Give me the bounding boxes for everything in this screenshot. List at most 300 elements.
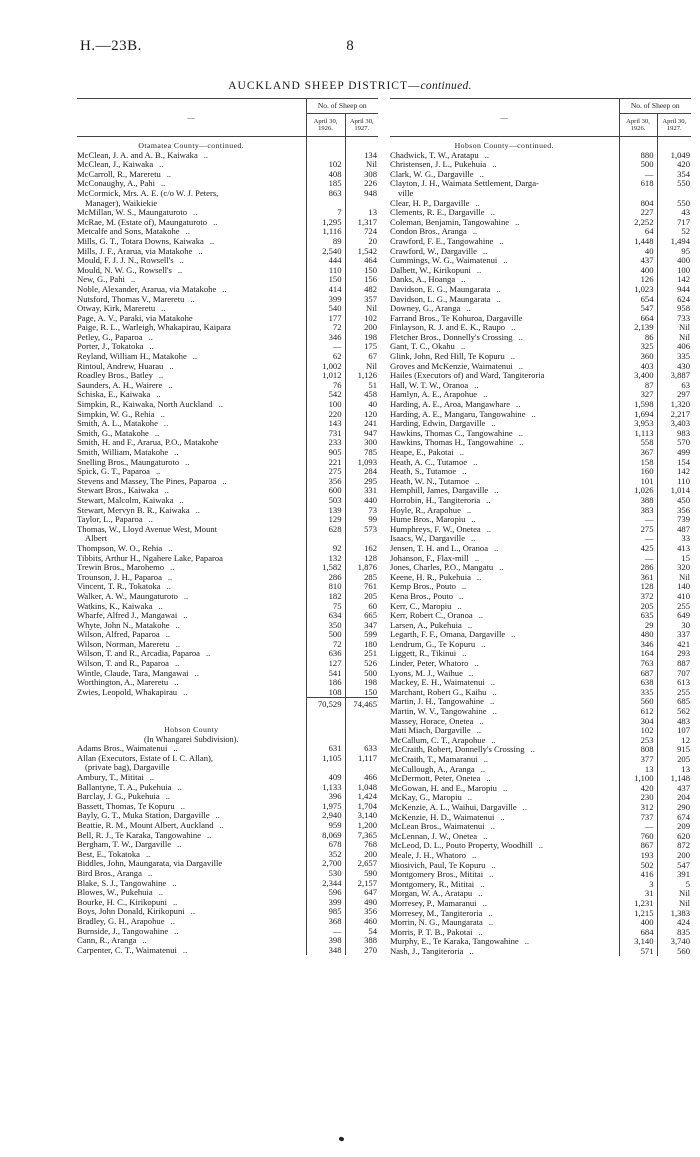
- owner-cell: [77, 936, 306, 946]
- leader-dots: ..: [164, 486, 169, 496]
- owner-name: Hawkins, Thomas H., Tangowahine: [390, 438, 514, 448]
- section-blank: [306, 137, 345, 151]
- owner-name: McClean, J., Kaiwaka: [77, 160, 154, 170]
- sheep-1926-cell: 367: [619, 448, 657, 458]
- owner-cell: [390, 745, 619, 755]
- sheep-1927-cell: 835: [677, 926, 690, 937]
- owner-name: McMillan, W. S., Maungaturoto: [77, 208, 188, 218]
- owner-cell: [390, 784, 619, 794]
- sheep-1927-cell: 685: [677, 696, 690, 707]
- owner-name: Davidson, E. G., Maungarata: [390, 284, 491, 294]
- owner-name: Morris, P. T. B., Pakotai: [390, 927, 473, 937]
- leader-dots: ..: [169, 361, 174, 371]
- owner-cell: [77, 630, 306, 640]
- owner-cell: [390, 227, 619, 237]
- total-row: [77, 698, 378, 712]
- leader-dots: ..: [492, 160, 497, 170]
- owner-name: Trounson, J. H., Paparoa: [77, 572, 162, 582]
- owner-cell: [77, 792, 306, 802]
- owner-name: Mould, N. W. G., Rowsell's: [77, 265, 172, 275]
- sheep-1926-cell: 132: [306, 554, 345, 564]
- left-col-1926: April 30, 1926.: [306, 114, 345, 137]
- owner-cell: [390, 928, 619, 938]
- sheep-1927-cell: 290: [677, 801, 690, 812]
- owner-cell: [390, 582, 619, 592]
- sheep-1926-cell: 102: [306, 160, 345, 170]
- owner-cell: [390, 486, 619, 496]
- leader-dots: ..: [213, 217, 218, 227]
- owner-name: Morresey, P., Mamaranui: [390, 898, 477, 908]
- sheep-1926-cell: 327: [619, 390, 657, 400]
- sheep-1927-cell: 30: [681, 619, 690, 630]
- sheep-1926-cell: 400: [619, 918, 657, 928]
- owner-name: Wilson, T. and R., Paparoa: [77, 659, 169, 669]
- owner-name: Barclay, J. G., Pukehuia: [77, 792, 160, 802]
- leader-dots: ..: [471, 534, 476, 544]
- owner-name: Linder, Peter, Whatoro: [390, 659, 469, 669]
- owner-name: Harding, Edwin, Dargaville: [390, 419, 486, 429]
- sheep-1927-cell: 440: [364, 494, 377, 505]
- owner-name: Blowes, W., Pukehuia: [77, 888, 153, 898]
- owner-cell: [77, 888, 306, 898]
- leader-dots: ..: [183, 591, 189, 601]
- sheep-1926-cell: 1,105: [306, 754, 345, 764]
- owner-name: Martin, W. V., Tangowahine: [390, 707, 487, 717]
- sheep-1927-cell: 205: [364, 590, 377, 601]
- sheep-1927-cell: 560: [677, 945, 690, 956]
- sheep-1927-cell: 255: [677, 600, 690, 611]
- sheep-1926-cell: 635: [619, 611, 657, 621]
- owner-name: Groves and McKenzie, Waimatenui: [390, 361, 513, 371]
- leader-dots: ..: [474, 659, 479, 669]
- leader-dots: ..: [461, 582, 467, 592]
- sheep-1927-cell: 550: [677, 197, 690, 208]
- sheep-1926-cell: 628: [306, 525, 345, 535]
- sheep-1927-cell: 674: [677, 811, 690, 822]
- sheep-1927-cell: 52: [681, 226, 690, 237]
- sheep-1926-cell: —: [619, 170, 657, 180]
- sheep-1926-cell: 233: [306, 438, 345, 448]
- table-row: [77, 946, 378, 956]
- owner-name: Wilson, Norman, Mareretu: [77, 639, 170, 649]
- owner-name: Snelling Bros., Maungaturoto: [77, 457, 180, 467]
- owner-cell: [390, 669, 619, 679]
- owner-cell: [77, 850, 306, 860]
- leader-dots: ..: [510, 352, 516, 362]
- leader-dots: ..: [149, 773, 154, 782]
- owner-cell: [77, 525, 306, 535]
- sheep-1926-cell: 346: [619, 640, 657, 650]
- owner-name: Liggett, R., Tikinui: [390, 649, 457, 659]
- sheep-1927-cell: Nil: [679, 322, 690, 333]
- owner-cell: [77, 304, 306, 314]
- sheep-1927-cell: 550: [677, 178, 690, 189]
- owner-name: Trewin Bros., Marohemo: [77, 563, 165, 573]
- leader-dots: ..: [496, 294, 501, 304]
- owner-name: Bradley, G. H., Arapohue: [77, 916, 165, 926]
- sheep-1926-cell: 409: [306, 773, 345, 783]
- leader-dots: ..: [467, 793, 473, 803]
- leader-dots: ..: [460, 342, 466, 352]
- sheep-1927-cell: 156: [364, 274, 377, 285]
- sheep-1926-cell: 127: [306, 659, 345, 669]
- sheep-1926-cell: 275: [619, 525, 657, 535]
- owner-name: Metcalfe and Sons, Matakohe: [77, 227, 180, 237]
- left-column: [77, 98, 378, 955]
- leader-dots: ..: [158, 888, 163, 898]
- sheep-1927-cell: 1,317: [357, 216, 377, 227]
- leader-dots: ..: [182, 945, 188, 955]
- owner-cell: [77, 754, 306, 764]
- sheep-1927-cell: 464: [364, 255, 377, 266]
- owner-cell: [390, 151, 619, 161]
- owner-name: Hamlyn, A. E., Arapohue: [390, 390, 478, 400]
- sheep-1926-cell: 414: [306, 285, 345, 295]
- owner-cell: [390, 333, 619, 343]
- right-col-1926: April 30, 1926.: [619, 114, 657, 137]
- owner-cell: [77, 640, 306, 650]
- sheep-1927-cell: 198: [364, 677, 377, 688]
- leader-dots: ..: [481, 639, 486, 649]
- sheep-1926-cell: 312: [619, 803, 657, 813]
- owner-cell: [390, 602, 619, 612]
- owner-name: Heath, A. C., Tutamoe: [390, 457, 468, 467]
- owner-cell: [390, 736, 619, 746]
- owner-cell: [77, 592, 306, 602]
- sheep-1927-cell: 95: [681, 245, 690, 256]
- owner-cell: [390, 592, 619, 602]
- leader-dots: ..: [476, 726, 482, 736]
- leader-dots: ..: [147, 868, 153, 878]
- sheep-1926-cell: 444: [306, 256, 345, 266]
- owner-name: Clark, W. G., Dargaville: [390, 169, 474, 179]
- sheep-1927-cell: 460: [364, 915, 377, 926]
- sheep-1927-cell: 241: [364, 418, 377, 429]
- owner-cell: [390, 861, 619, 871]
- sheep-1927-cell: 12: [681, 734, 690, 745]
- leader-dots: ..: [494, 543, 499, 553]
- table-row: [77, 525, 378, 535]
- sheep-1926-cell: 8,069: [306, 831, 345, 841]
- sheep-1927-cell: 724: [364, 226, 377, 237]
- owner-name: Kerr, Robert C., Oranoa: [390, 611, 473, 621]
- owner-name: Page, A. V., Paraki, via Matakohe: [77, 313, 193, 323]
- leader-dots: ..: [480, 879, 485, 889]
- leader-dots: ..: [489, 870, 494, 880]
- sheep-1927-cell: 198: [364, 331, 377, 342]
- sheep-1927-cell: 420: [677, 159, 690, 170]
- leader-dots: ..: [130, 275, 136, 285]
- owner-name: Johanson, F., Flax-mill: [390, 553, 469, 563]
- sheep-1926-cell: 335: [619, 688, 657, 698]
- owner-name: Chadwick, T. W., Aratapu: [390, 150, 479, 160]
- owner-name: Saunders, A. H., Wairere: [77, 380, 163, 390]
- owner-name: Fletcher Bros., Donnelly's Crossing: [390, 332, 513, 342]
- owner-cell: [77, 477, 306, 487]
- sheep-1926-cell: 221: [306, 458, 345, 468]
- left-col-1927: April 30, 1927.: [345, 114, 378, 137]
- leader-dots: ..: [173, 744, 178, 754]
- owner-cell: [77, 314, 306, 324]
- section-blank: [345, 721, 378, 735]
- owner-cell: [390, 649, 619, 659]
- owner-name: Wharfe, Alfred J., Mangawai: [77, 611, 178, 621]
- sheep-1926-cell: 420: [619, 784, 657, 794]
- sheep-1926-cell: 638: [619, 678, 657, 688]
- leader-dots: ..: [478, 611, 483, 621]
- leader-dots: ..: [185, 227, 190, 237]
- sheep-1926-cell: 89: [306, 237, 345, 247]
- owner-name: Biddles, John, Maungarata, via Dargaville: [77, 859, 223, 869]
- sheep-1926-cell: 596: [306, 888, 345, 898]
- owner-cell: [390, 400, 619, 410]
- sheep-1926-cell: 352: [306, 850, 345, 860]
- owner-cell: [390, 381, 619, 391]
- sheep-1927-cell: 1,200: [357, 819, 377, 830]
- leader-dots: ..: [483, 755, 489, 764]
- owner-name: Jones, Charles, P.O., Mangatu: [390, 563, 494, 573]
- sheep-1927-cell: 226: [364, 178, 377, 189]
- owner-cell: [77, 879, 306, 889]
- owner-name: Lendrum, G., Te Kopuru: [390, 639, 476, 649]
- sheep-1926-cell: 558: [619, 438, 657, 448]
- owner-name: Meale, J. H., Whatoro: [390, 850, 466, 860]
- sheep-1927-cell: 1,049: [670, 149, 690, 160]
- sheep-1926-cell: 959: [306, 821, 345, 831]
- leader-dots: ..: [499, 236, 504, 246]
- sheep-1926-cell: 100: [306, 400, 345, 410]
- sheep-1926-cell: 618: [619, 179, 657, 189]
- sheep-1926-cell: 731: [306, 429, 345, 439]
- sheep-1927-cell: 483: [677, 715, 690, 726]
- sheep-1926-cell: 1,113: [619, 429, 657, 439]
- sheep-1926-cell: 230: [619, 793, 657, 803]
- owner-cell: [390, 390, 619, 400]
- leader-dots: ..: [180, 801, 185, 811]
- sheep-1926-cell: 687: [619, 669, 657, 679]
- sheep-1926-cell: 1,582: [306, 563, 345, 573]
- section-subheading: (In Whangarei Subdivision).: [77, 735, 306, 745]
- sheep-1926-cell: 396: [306, 792, 345, 802]
- owner-cell: [390, 438, 619, 448]
- sheep-1926-cell: 416: [619, 870, 657, 880]
- owner-cell: [390, 429, 619, 439]
- page-title: [0, 80, 700, 92]
- owner-cell: [77, 275, 306, 285]
- sheep-1927-cell: 5: [685, 878, 690, 889]
- sheep-1926-cell: 361: [619, 573, 657, 583]
- sheep-1926-cell: 325: [619, 342, 657, 352]
- sheep-1926-cell: 150: [306, 275, 345, 285]
- owner-cell: [77, 486, 306, 496]
- owner-cell: [390, 352, 619, 362]
- section-heading: Hobson County: [77, 721, 306, 735]
- sheep-1927-cell: 142: [677, 274, 690, 285]
- leader-dots: ..: [156, 390, 161, 400]
- leader-dots: ..: [172, 878, 177, 888]
- owner-cell: [77, 898, 306, 908]
- leader-dots: ..: [183, 687, 188, 698]
- owner-name: Spick, G. T., Paparoa: [77, 467, 150, 477]
- leader-dots: ..: [195, 505, 200, 515]
- owner-name: Mills, G. T., Totara Downs, Kaiwaka: [77, 236, 204, 246]
- owner-name: Simpkin, R., Kaiwaka, North Auckland: [77, 400, 213, 410]
- owner-name: McClean, J. A. and A. B., Kaiwaka: [77, 150, 198, 160]
- leader-dots: ..: [492, 687, 497, 697]
- spacer-cell: [345, 712, 378, 721]
- owner-name: New, G., Pahi: [77, 275, 125, 285]
- owner-name: Morresey, M., Tangiteroria: [390, 908, 483, 918]
- section-blank: [657, 137, 691, 151]
- owner-name: Crawford, W., Dargaville: [390, 246, 477, 256]
- owner-name: Simpkin, W. G., Rehia: [77, 409, 155, 419]
- sheep-1927-cell: 120: [364, 408, 377, 419]
- owner-cell: [77, 563, 306, 573]
- sheep-1926-cell: —: [619, 554, 657, 564]
- sheep-1926-cell: 500: [306, 630, 345, 640]
- sheep-1927-cell: 200: [677, 849, 690, 860]
- sheep-1926-cell: 612: [619, 707, 657, 717]
- sheep-1926-cell: 905: [306, 448, 345, 458]
- sheep-1926-cell: 542: [306, 390, 345, 400]
- sheep-1927-cell: Nil: [366, 303, 377, 314]
- sheep-1927-cell: 421: [677, 638, 690, 649]
- owner-name: Coleman, Benjamin, Tangowahine: [390, 217, 510, 227]
- owner-cell: [77, 783, 306, 793]
- owner-cell: [390, 208, 619, 218]
- owner-cell: [390, 179, 619, 189]
- owner-cell: [77, 821, 306, 831]
- owner-name: Bassett, Thomas, Te Kopuru: [77, 801, 175, 811]
- leader-dots: ..: [482, 246, 488, 256]
- sheep-1927-cell: 430: [677, 360, 690, 371]
- sheep-1927-cell: 205: [677, 754, 690, 764]
- owner-cell: [77, 333, 306, 343]
- leader-dots: ..: [190, 294, 195, 304]
- owner-cell: [77, 946, 306, 956]
- owner-name: Miosivich, Paul, Te Kopuru: [390, 860, 486, 870]
- sheep-1927-cell: 7,365: [357, 829, 377, 840]
- leader-dots: ..: [192, 352, 198, 362]
- sheep-1927-cell: 526: [364, 658, 377, 669]
- sheep-1926-cell: 880: [619, 151, 657, 161]
- sheep-1927-cell: 410: [677, 590, 690, 601]
- owner-name: Mackey, E. H., Waimatenui: [390, 678, 485, 688]
- sheep-1927-cell: 150: [364, 686, 377, 697]
- sheep-1927-cell: 51: [368, 379, 377, 390]
- sheep-1926-cell: 3,400: [619, 371, 657, 381]
- leader-dots: ..: [467, 620, 473, 630]
- leader-dots: ..: [222, 476, 227, 486]
- owner-cell: [390, 563, 619, 573]
- leader-dots: ..: [522, 802, 527, 812]
- leader-dots: ..: [185, 457, 190, 467]
- owner-name: Nash, J., Tangiteroria: [390, 946, 464, 956]
- sheep-1927-cell: 490: [364, 896, 377, 907]
- leader-dots: ..: [471, 515, 476, 525]
- sheep-1926-cell: 684: [619, 928, 657, 938]
- owner-name: Glink, John, Red Hill, Te Kopuru: [390, 352, 505, 362]
- owner-cell: [77, 390, 306, 400]
- owner-cell: [390, 640, 619, 650]
- leader-dots: ..: [170, 916, 175, 926]
- left-sheep-table: [77, 98, 378, 955]
- owner-cell: [390, 506, 619, 516]
- sheep-1927-cell: 1,704: [357, 800, 377, 811]
- owner-cell: [77, 266, 306, 276]
- sheep-1927-cell: 500: [364, 667, 377, 678]
- sheep-1926-cell: 547: [619, 304, 657, 314]
- sheep-1926-cell: 636: [306, 649, 345, 659]
- sheep-1926-cell: 2,252: [619, 218, 657, 228]
- sheep-1927-cell: 665: [364, 610, 377, 621]
- sheep-1926-cell: 193: [619, 851, 657, 861]
- owner-name: Hume Bros., Maropiu: [390, 515, 466, 525]
- owner-cell: [390, 717, 619, 727]
- sheep-1926-cell: 631: [306, 744, 345, 754]
- owner-cell: [77, 448, 306, 458]
- leader-dots: ..: [479, 716, 484, 726]
- table-row: [77, 199, 378, 209]
- sheep-1927-cell: 590: [364, 867, 377, 878]
- leader-dots: ..: [475, 476, 480, 486]
- owner-name: McConaughy, A., Pahi: [77, 179, 155, 189]
- sheep-1927-cell: 466: [364, 772, 377, 782]
- owner-name: Mould, F. J. J. N., Rowsell's: [77, 256, 174, 266]
- owner-name: Bayly, G. T., Muka Station, Dargaville: [77, 811, 210, 821]
- left-sheep-header: No. of Sheep on: [306, 99, 378, 114]
- owner-cell: [390, 218, 619, 228]
- owner-cell: [77, 362, 306, 372]
- owner-name: Humphreys, F. W., Onetea: [390, 524, 481, 534]
- owner-name: Condon Bros., Aranga: [390, 227, 467, 237]
- sheep-1927-cell: 20: [368, 235, 377, 246]
- sheep-1926-cell: 7: [306, 208, 345, 218]
- sheep-1926-cell: 2,540: [306, 247, 345, 257]
- sheep-1926-cell: 164: [619, 649, 657, 659]
- leader-dots: ..: [194, 668, 199, 678]
- leader-dots: ..: [490, 678, 496, 688]
- owner-name: McLeod, D. L., Pouto Property, Woodhill: [390, 841, 533, 851]
- sheep-1927-cell: 356: [677, 504, 690, 515]
- sheep-1927-cell: Nil: [679, 331, 690, 342]
- owner-name: Davidson, L. G., Maungarata: [390, 294, 491, 304]
- owner-cell: [77, 458, 306, 468]
- sheep-1926-cell: 400: [619, 266, 657, 276]
- document-id: H.—23B.: [80, 38, 142, 54]
- sheep-1927-cell: 487: [677, 523, 690, 534]
- sheep-1927-cell: 915: [677, 744, 690, 755]
- owner-cell: [77, 237, 306, 247]
- sheep-1926-cell: 368: [306, 917, 345, 927]
- owner-name: McCullough, A., Aranga: [390, 764, 475, 774]
- owner-name: Stewart Bros., Kaiwaka: [77, 486, 159, 496]
- owner-name: Legarth, F. F., Omana, Dargaville: [390, 630, 506, 640]
- owner-cell: [77, 840, 306, 850]
- sheep-1926-cell: 64: [619, 227, 657, 237]
- owner-name: Christensen, J. L., Pukehuia: [390, 160, 487, 170]
- owner-cell: [390, 342, 619, 352]
- leader-dots: ..: [492, 707, 497, 717]
- leader-dots: ..: [462, 467, 467, 477]
- leader-dots: ..: [167, 572, 173, 582]
- sheep-1927-cell: 347: [364, 619, 377, 630]
- leader-dots: ..: [209, 236, 215, 246]
- owner-name: Finlayson, R. J. and E. K., Raupo: [390, 323, 506, 333]
- sheep-1926-cell: 304: [619, 717, 657, 727]
- sheep-1927-cell: 947: [364, 427, 377, 438]
- sheep-1927-cell: 99: [368, 514, 377, 525]
